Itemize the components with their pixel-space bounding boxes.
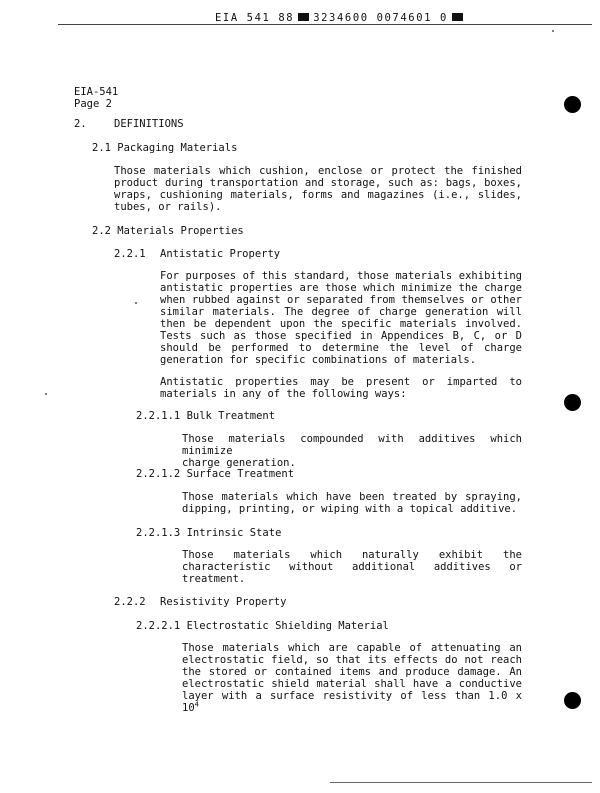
scan-speck: [552, 30, 554, 32]
binder-hole-icon: [564, 394, 581, 411]
page-label: Page 2: [74, 98, 112, 110]
line: wraps, cushioning materials, forms and magazines (i.e., slides,: [114, 189, 522, 201]
line: Those materials which cushion, enclose or protect the finished: [114, 165, 522, 177]
heading-2-2-2-title: Resistivity Property: [160, 596, 287, 608]
binder-hole-icon: [564, 96, 581, 113]
line: similar materials. The degree of charge generation will: [160, 306, 522, 318]
section-title: DEFINITIONS: [114, 118, 184, 130]
line: then be dependent upon the specific materials involved.: [160, 318, 522, 330]
top-rule: [58, 24, 592, 25]
line: dipping, printing, or wiping with a topical additive.: [182, 503, 518, 515]
exponent-base: 10: [182, 702, 195, 714]
scan-speck: [135, 302, 137, 304]
heading-2-2-2-number: 2.2.2: [114, 596, 146, 608]
paragraph-antistatic-2: [160, 376, 522, 400]
black-square-icon: [298, 13, 309, 21]
heading-2-2-1-3: 2.2.1.3 Intrinsic State: [136, 527, 282, 539]
line: treatment.: [182, 573, 246, 585]
line: Those materials which naturally exhibit the: [182, 549, 522, 561]
binder-hole-icon: [564, 692, 581, 709]
heading-2-2-1-title: Antistatic Property: [160, 248, 281, 260]
paragraph-bulk-treatment: [182, 433, 522, 469]
line: [182, 702, 522, 714]
heading-2-2-1-number: 2.2.1: [114, 248, 146, 260]
header-code: EIA 541 88: [215, 12, 295, 24]
heading-2-2-1-2: 2.2.1.2 Surface Treatment: [136, 468, 295, 480]
line: layer with a surface resistivity of less than 1.0 x: [182, 690, 522, 702]
paragraph-intrinsic-state: [182, 549, 522, 585]
scan-speck: [45, 393, 47, 395]
line: Those materials which have been treated by spraying,: [182, 491, 522, 503]
line: charge generation.: [182, 457, 296, 469]
header-number: 3234600 0074601 0: [313, 12, 448, 24]
line: materials in any of the following ways:: [160, 388, 407, 400]
line: the stored or contained items and produce damage. An: [182, 666, 522, 678]
line: when rubbed against or separated from themselves or other: [160, 294, 522, 306]
line: should be performed to determine the level of charge: [160, 342, 522, 354]
bottom-rule: [330, 782, 592, 783]
paragraph-antistatic-1: [160, 270, 522, 366]
line: product during transportation and storage, such as: bags, boxes,: [114, 177, 522, 189]
line: antistatic properties are those which minimize the charge: [160, 282, 522, 294]
line: generation for specific combinations of materials.: [160, 354, 477, 366]
line: characteristic without additional additives or: [182, 561, 522, 573]
paragraph-2-1: [114, 165, 522, 213]
line: Tests such as those specified in Appendices B, C, or D: [160, 330, 522, 342]
heading-2-2-2-1: 2.2.2.1 Electrostatic Shielding Material: [136, 620, 389, 632]
paragraph-electrostatic-shielding: [182, 642, 522, 714]
line: Those materials which are capable of attenuating an: [182, 642, 522, 654]
section-number: 2.: [74, 118, 87, 130]
line: For purposes of this standard, those materials exhibiting: [160, 270, 522, 282]
paragraph-surface-treatment: [182, 491, 522, 515]
heading-2-1: 2.1 Packaging Materials: [92, 142, 238, 154]
doc-id: EIA-541: [74, 86, 119, 98]
line: tubes, or rails).: [114, 201, 222, 213]
heading-2-2: 2.2 Materials Properties: [92, 225, 244, 237]
line: electrostatic field, so that its effects do not reach: [182, 654, 522, 666]
document-header: [215, 12, 467, 24]
black-square-icon: [452, 13, 463, 21]
exponent: 4: [194, 700, 199, 709]
line: Antistatic properties may be present or imparted to: [160, 376, 522, 388]
line: electrostatic shield material shall have a conductive: [182, 678, 522, 690]
line: Those materials compounded with additives which minimize: [182, 433, 522, 457]
heading-2-2-1-1: 2.2.1.1 Bulk Treatment: [136, 410, 276, 422]
